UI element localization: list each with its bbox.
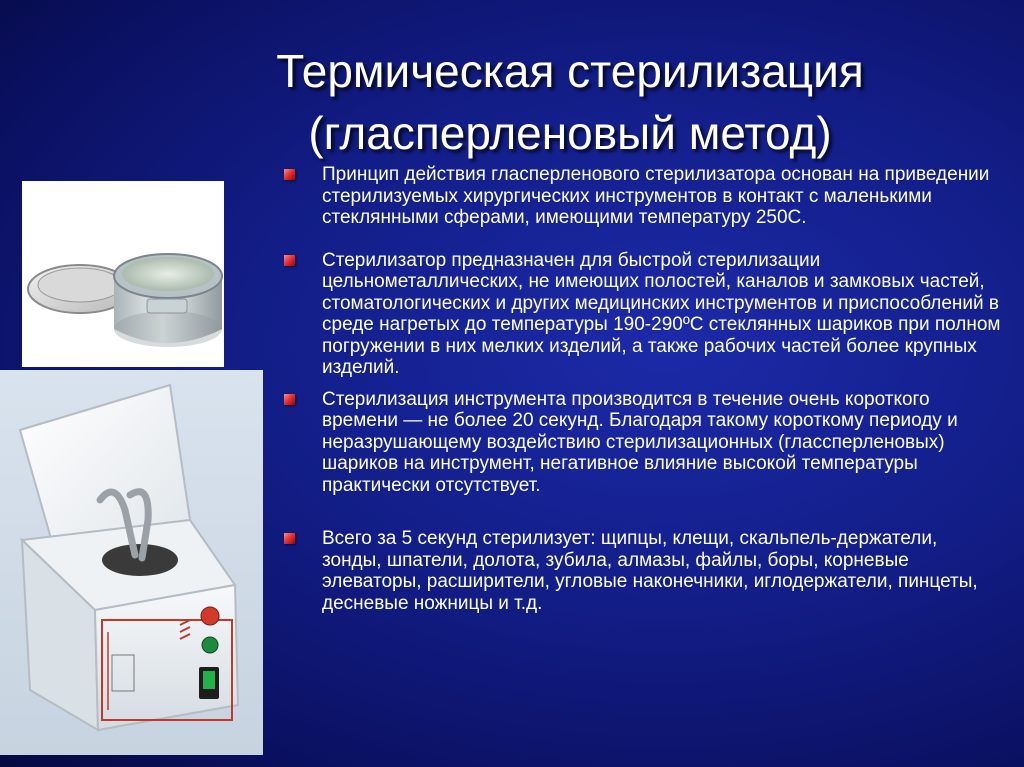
slide-title-line-1: Термическая стерилизация [276,45,864,97]
bullet-text-3: Стерилизация инструмента производится в течение очень короткого времени — не более 20 секунд. Благодаря такому короткому периоду и неразрушающему воздействию стерилизационных (глассперленовых) шариков на инструмент, негативное влияние высокой температуры практически отсутствует. [322,388,958,496]
bullet-icon [284,255,295,266]
bullet-list [322,164,1002,614]
bullet-text-2: Стерилизатор предназначен для быстрой стерилизации цельнометаллических, не имеющих полостей, каналов и замковых частей, стоматологических и других медицинских инструментов и приспособлений в среде нагретых до температуры 190-290ºС стеклянных шариков при полном погружении в них мелких изделий, а также рабочих частей более крупных изделий. [322,249,1001,378]
sterilizer-device-photo [0,370,263,755]
bullet-item-4 [322,528,1002,614]
slide-title-line-2: (гласперленовый метод) [308,107,832,159]
bullet-icon [284,169,295,180]
bullet-item-1 [322,164,1002,229]
bullet-icon [284,394,295,405]
bullet-icon [284,533,295,544]
bullet-text-1: Принцип действия гласперленового стерилизатора основан на приведении стерилизуемых хирургических инструментов в контакт с маленькими стеклянными сферами, имеющими температуру 250С. [322,164,990,228]
slide-title [150,40,990,164]
bullet-item-3 [322,389,1002,497]
bullet-text-4: Всего за 5 секунд стерилизует: щипцы, клещи, скальпель-держатели, зонды, шпатели, долота, зубила, алмазы, файлы, боры, корневые элеваторы, расширители, угловые наконечники, иглодержатели, пинцеты, десневые ножницы и т.д. [322,528,978,614]
sterilizer-jar-photo [22,181,224,367]
bullet-item-2 [322,250,1002,379]
